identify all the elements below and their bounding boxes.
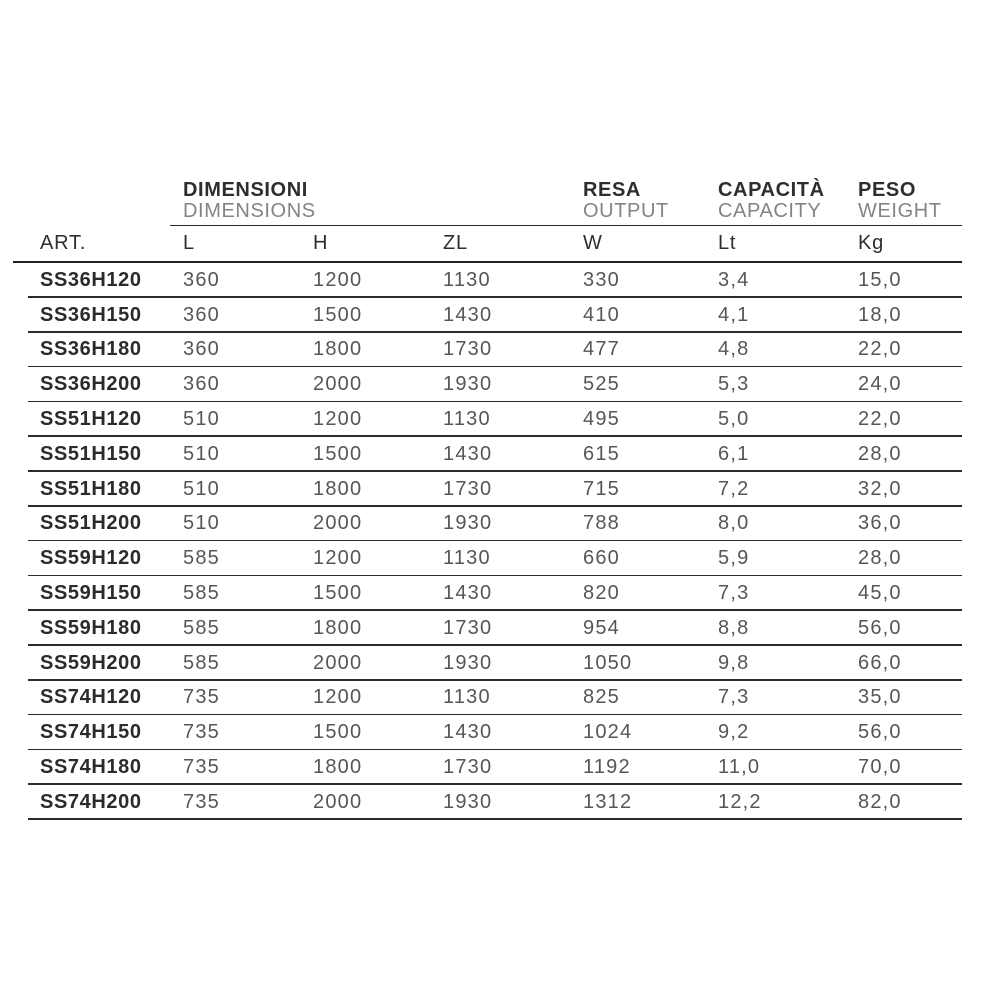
cell-lt: 5,3 <box>718 373 750 396</box>
cell-w: 330 <box>583 268 620 291</box>
group-weight <box>845 180 962 222</box>
cell-lt: 7,3 <box>718 582 750 605</box>
cell-lt: 8,0 <box>718 512 750 535</box>
cell-art: SS36H150 <box>40 303 142 326</box>
table-row <box>13 333 962 368</box>
cell-kg: 35,0 <box>858 686 902 709</box>
column-header-kg: Kg <box>858 232 885 254</box>
cell-h: 1200 <box>313 547 363 570</box>
cell-kg: 82,0 <box>858 790 902 813</box>
cell-art: SS59H180 <box>40 616 142 639</box>
cell-art: SS36H180 <box>40 338 142 361</box>
cell-h: 1200 <box>313 686 363 709</box>
table-row <box>13 367 962 402</box>
cell-lt: 9,2 <box>718 721 750 744</box>
cell-art: SS59H200 <box>40 651 142 674</box>
cell-art: SS51H200 <box>40 512 142 535</box>
cell-zl: 1930 <box>443 512 493 535</box>
column-header-l: L <box>183 232 195 254</box>
cell-art: SS74H150 <box>40 721 142 744</box>
cell-zl: 1730 <box>443 756 493 779</box>
table-row <box>13 576 962 611</box>
group-capacity <box>705 180 845 222</box>
column-header-zl: ZL <box>443 232 468 254</box>
column-header-row <box>13 226 962 263</box>
cell-h: 1200 <box>313 268 363 291</box>
table-row <box>13 611 962 646</box>
cell-h: 1500 <box>313 582 363 605</box>
cell-h: 2000 <box>313 373 363 396</box>
cell-art: SS59H120 <box>40 547 142 570</box>
group-weight-label-en: WEIGHT <box>858 200 942 222</box>
cell-w: 660 <box>583 547 620 570</box>
cell-zl: 1930 <box>443 790 493 813</box>
cell-w: 615 <box>583 442 620 465</box>
cell-h: 1800 <box>313 477 363 500</box>
cell-h: 2000 <box>313 790 363 813</box>
cell-h: 1500 <box>313 303 363 326</box>
cell-zl: 1430 <box>443 303 493 326</box>
cell-lt: 5,0 <box>718 408 750 431</box>
cell-l: 735 <box>183 790 220 813</box>
table-row <box>13 263 962 298</box>
cell-h: 2000 <box>313 651 363 674</box>
table-body <box>13 263 962 820</box>
cell-lt: 6,1 <box>718 442 750 465</box>
cell-l: 735 <box>183 721 220 744</box>
cell-kg: 66,0 <box>858 651 902 674</box>
table-row <box>13 785 962 820</box>
cell-w: 954 <box>583 616 620 639</box>
cell-l: 360 <box>183 303 220 326</box>
cell-zl: 1930 <box>443 651 493 674</box>
cell-lt: 4,1 <box>718 303 750 326</box>
cell-zl: 1430 <box>443 582 493 605</box>
column-header-h: H <box>313 232 329 254</box>
cell-zl: 1730 <box>443 338 493 361</box>
cell-zl: 1130 <box>443 268 491 291</box>
cell-w: 410 <box>583 303 620 326</box>
cell-l: 360 <box>183 268 220 291</box>
cell-l: 360 <box>183 338 220 361</box>
cell-kg: 24,0 <box>858 373 902 396</box>
cell-l: 735 <box>183 686 220 709</box>
cell-kg: 15,0 <box>858 268 902 291</box>
table-row <box>13 298 962 333</box>
cell-art: SS74H200 <box>40 790 142 813</box>
spec-table <box>13 170 962 820</box>
cell-kg: 56,0 <box>858 616 902 639</box>
cell-lt: 11,0 <box>718 756 761 779</box>
table-row <box>13 437 962 472</box>
group-weight-label-it: PESO <box>858 179 916 201</box>
group-output-label-en: OUTPUT <box>583 200 669 222</box>
cell-kg: 28,0 <box>858 442 902 465</box>
cell-l: 510 <box>183 408 220 431</box>
cell-w: 1024 <box>583 721 633 744</box>
cell-art: SS51H120 <box>40 408 142 431</box>
cell-l: 585 <box>183 582 220 605</box>
cell-h: 1800 <box>313 756 363 779</box>
cell-kg: 22,0 <box>858 338 902 361</box>
cell-art: SS59H150 <box>40 582 142 605</box>
cell-lt: 8,8 <box>718 616 750 639</box>
cell-h: 1500 <box>313 721 363 744</box>
cell-lt: 7,2 <box>718 477 750 500</box>
group-header-row <box>13 170 962 225</box>
cell-h: 1800 <box>313 616 363 639</box>
cell-kg: 45,0 <box>858 582 902 605</box>
table-row <box>13 541 962 576</box>
table-row <box>13 646 962 681</box>
cell-zl: 1130 <box>443 686 491 709</box>
cell-w: 715 <box>583 477 620 500</box>
cell-kg: 70,0 <box>858 756 902 779</box>
group-output-label-it: RESA <box>583 179 641 201</box>
cell-lt: 5,9 <box>718 547 750 570</box>
cell-lt: 3,4 <box>718 268 750 291</box>
cell-l: 585 <box>183 651 220 674</box>
cell-art: SS51H180 <box>40 477 142 500</box>
cell-zl: 1730 <box>443 616 493 639</box>
group-capacity-label-en: CAPACITY <box>718 200 822 222</box>
cell-lt: 9,8 <box>718 651 750 674</box>
table-row <box>13 681 962 716</box>
cell-kg: 56,0 <box>858 721 902 744</box>
cell-zl: 1730 <box>443 477 493 500</box>
group-dimensions-label-en: DIMENSIONS <box>183 200 316 222</box>
cell-l: 510 <box>183 512 220 535</box>
cell-w: 1050 <box>583 651 633 674</box>
group-dimensions <box>170 180 570 222</box>
cell-w: 820 <box>583 582 620 605</box>
cell-zl: 1430 <box>443 721 493 744</box>
table-row <box>13 715 962 750</box>
cell-l: 510 <box>183 477 220 500</box>
cell-w: 525 <box>583 373 620 396</box>
cell-h: 2000 <box>313 512 363 535</box>
group-dimensions-label-it: DIMENSIONI <box>183 179 308 201</box>
table-row <box>13 402 962 437</box>
cell-l: 510 <box>183 442 220 465</box>
table-row <box>13 507 962 542</box>
cell-lt: 12,2 <box>718 790 762 813</box>
cell-w: 477 <box>583 338 620 361</box>
cell-h: 1200 <box>313 408 363 431</box>
cell-kg: 22,0 <box>858 408 902 431</box>
cell-l: 360 <box>183 373 220 396</box>
cell-art: SS36H200 <box>40 373 142 396</box>
cell-art: SS51H150 <box>40 442 142 465</box>
cell-kg: 28,0 <box>858 547 902 570</box>
cell-zl: 1130 <box>443 547 491 570</box>
cell-w: 825 <box>583 686 620 709</box>
cell-w: 1312 <box>583 790 633 813</box>
cell-art: SS36H120 <box>40 268 142 291</box>
cell-w: 788 <box>583 512 620 535</box>
cell-art: SS74H120 <box>40 686 142 709</box>
cell-zl: 1130 <box>443 408 491 431</box>
cell-l: 585 <box>183 616 220 639</box>
cell-h: 1800 <box>313 338 363 361</box>
cell-kg: 36,0 <box>858 512 902 535</box>
table-row <box>13 472 962 507</box>
group-output <box>570 180 705 222</box>
group-capacity-label-it: CAPACITÀ <box>718 179 825 201</box>
cell-h: 1500 <box>313 442 363 465</box>
cell-l: 735 <box>183 756 220 779</box>
cell-kg: 18,0 <box>858 303 902 326</box>
cell-w: 1192 <box>583 756 631 779</box>
column-header-lt: Lt <box>718 232 737 254</box>
column-header-art: ART. <box>40 232 87 254</box>
column-header-w: W <box>583 232 603 254</box>
table-row <box>13 750 962 785</box>
cell-w: 495 <box>583 408 620 431</box>
cell-zl: 1930 <box>443 373 493 396</box>
cell-l: 585 <box>183 547 220 570</box>
cell-art: SS74H180 <box>40 756 142 779</box>
cell-lt: 4,8 <box>718 338 750 361</box>
cell-zl: 1430 <box>443 442 493 465</box>
cell-kg: 32,0 <box>858 477 902 500</box>
cell-lt: 7,3 <box>718 686 750 709</box>
